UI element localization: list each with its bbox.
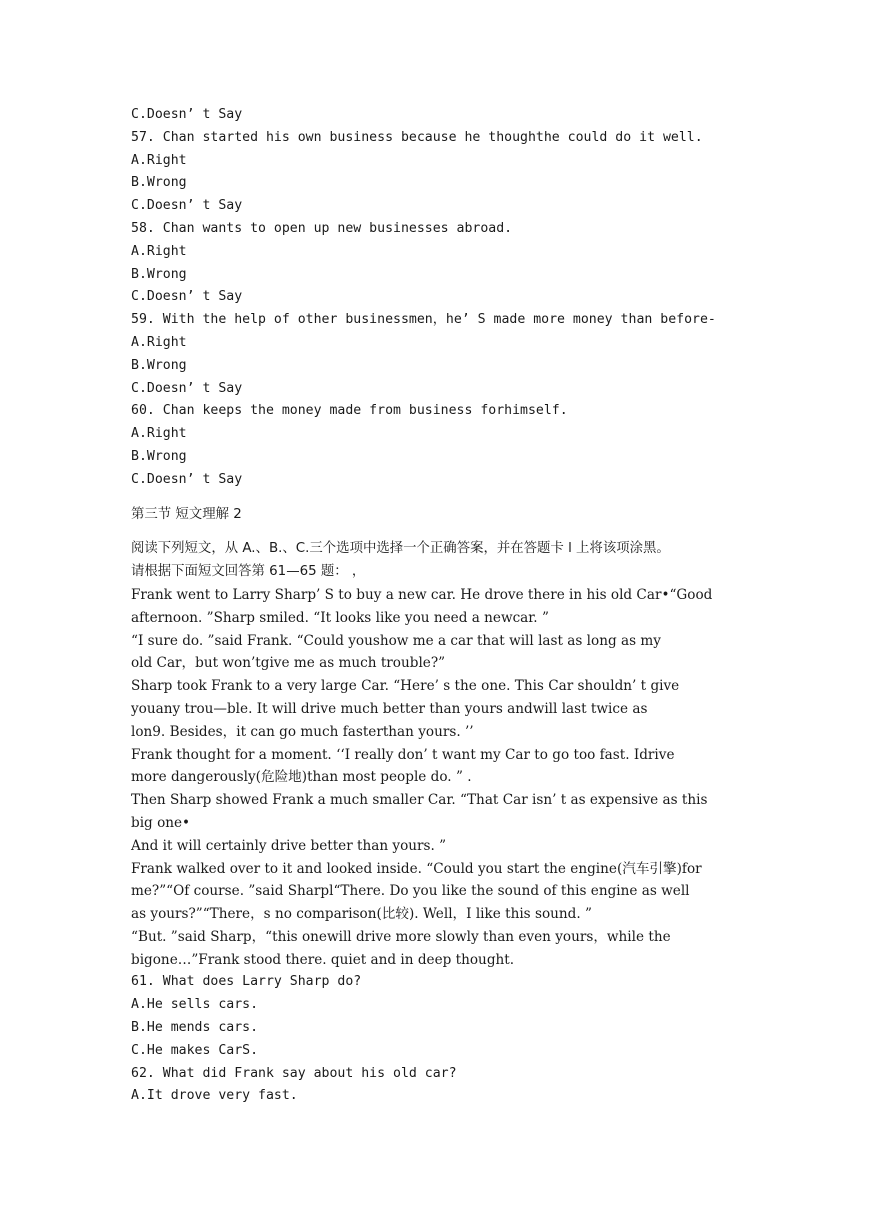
option-b: B.Wrong: [131, 357, 187, 373]
option-c: C.Doesn’ t Say: [131, 471, 243, 487]
passage-line: Frank walked over to it and looked inside. “Could you start the engine(汽车引擎)for: [131, 860, 702, 877]
passage-line: afternoon. ”Sharp smiled. “It looks like you need a newcar. ”: [131, 609, 549, 626]
options-block-top: [131, 104, 741, 492]
questions-block: [131, 971, 741, 1108]
question-59: 59. With the help of other businessmen，he’ S made more money than before-: [131, 312, 716, 328]
option-c: C.He makes CarS.: [131, 1042, 259, 1058]
passage-line: as yours?”“There，s no comparison(比较). Well，I like this sound. ”: [131, 906, 592, 923]
passage-line: old Car，but won’tgive me as much trouble?”: [131, 655, 446, 672]
passage-line: And it will certainly drive better than yours. ”: [131, 837, 447, 854]
option-b: B.Wrong: [131, 448, 187, 464]
option-b: B.Wrong: [131, 266, 187, 282]
passage-line: “I sure do. ”said Frank. “Could youshow me a car that will last as long as my: [131, 632, 661, 649]
question-61: 61. What does Larry Sharp do?: [131, 974, 362, 990]
passage-line: Frank thought for a moment. ‘‘I really don’ t want my Car to go too fast. Idrive: [131, 746, 675, 763]
section-heading: 第三节 短文理解 2: [131, 506, 242, 522]
passage-line: Frank went to Larry Sharp’ S to buy a new car. He drove there in his old Car•“Good: [131, 586, 713, 603]
passage-line: bigone…”Frank stood there. quiet and in deep thought.: [131, 951, 515, 968]
option-a: A.Right: [131, 426, 187, 442]
passage-line: “But. ”said Sharp，“this onewill drive more slowly than even yours，while the: [131, 928, 671, 945]
option-a: A.He sells cars.: [131, 997, 259, 1013]
option-a: A.Right: [131, 334, 187, 350]
passage-line: Then Sharp showed Frank a much smaller Car. “That Car isn’ t as expensive as this: [131, 792, 708, 809]
instruction-line: 请根据下面短文回答第 61—65 题： ，: [131, 564, 366, 580]
passage-line: lon9. Besides，it can go much fasterthan yours. ’’: [131, 723, 474, 740]
option-c: C.Doesn’ t Say: [131, 289, 243, 305]
option-c: C.Doesn’ t Say: [131, 380, 243, 396]
reading-passage: [131, 584, 741, 972]
question-57: 57. Chan started his own business because he thoughthe could do it well.: [131, 129, 703, 145]
passage-line: me?”“Of course. ”said Sharpl“There. Do you like the sound of this engine as well: [131, 883, 690, 900]
text-line: C.Doesn’ t Say: [131, 107, 243, 122]
passage-line: big one•: [131, 814, 191, 831]
option-b: B.He mends cars.: [131, 1020, 259, 1036]
option-a: A.Right: [131, 152, 187, 168]
question-62: 62. What did Frank say about his old car?: [131, 1065, 457, 1081]
document-page: [131, 104, 741, 1108]
option-a: A.It drove very fast.: [131, 1088, 298, 1104]
question-58: 58. Chan wants to open up new businesses abroad.: [131, 220, 513, 236]
question-60: 60. Chan keeps the money made from business forhimself.: [131, 403, 568, 419]
instruction-line: 阅读下列短文，从 A.、B.、C.三个选项中选择一个正确答案，并在答题卡 l 上将该项涂黑。: [131, 541, 670, 557]
option-b: B.Wrong: [131, 175, 187, 191]
passage-line: youany trou—ble. It will drive much better than yours andwill last twice as: [131, 700, 648, 717]
option-c: C.Doesn’ t Say: [131, 198, 243, 214]
option-a: A.Right: [131, 243, 187, 259]
passage-line: Sharp took Frank to a very large Car. “Here’ s the one. This Car shouldn’ t give: [131, 678, 680, 695]
passage-line: more dangerously(危险地)than most people do. ” .: [131, 769, 472, 786]
